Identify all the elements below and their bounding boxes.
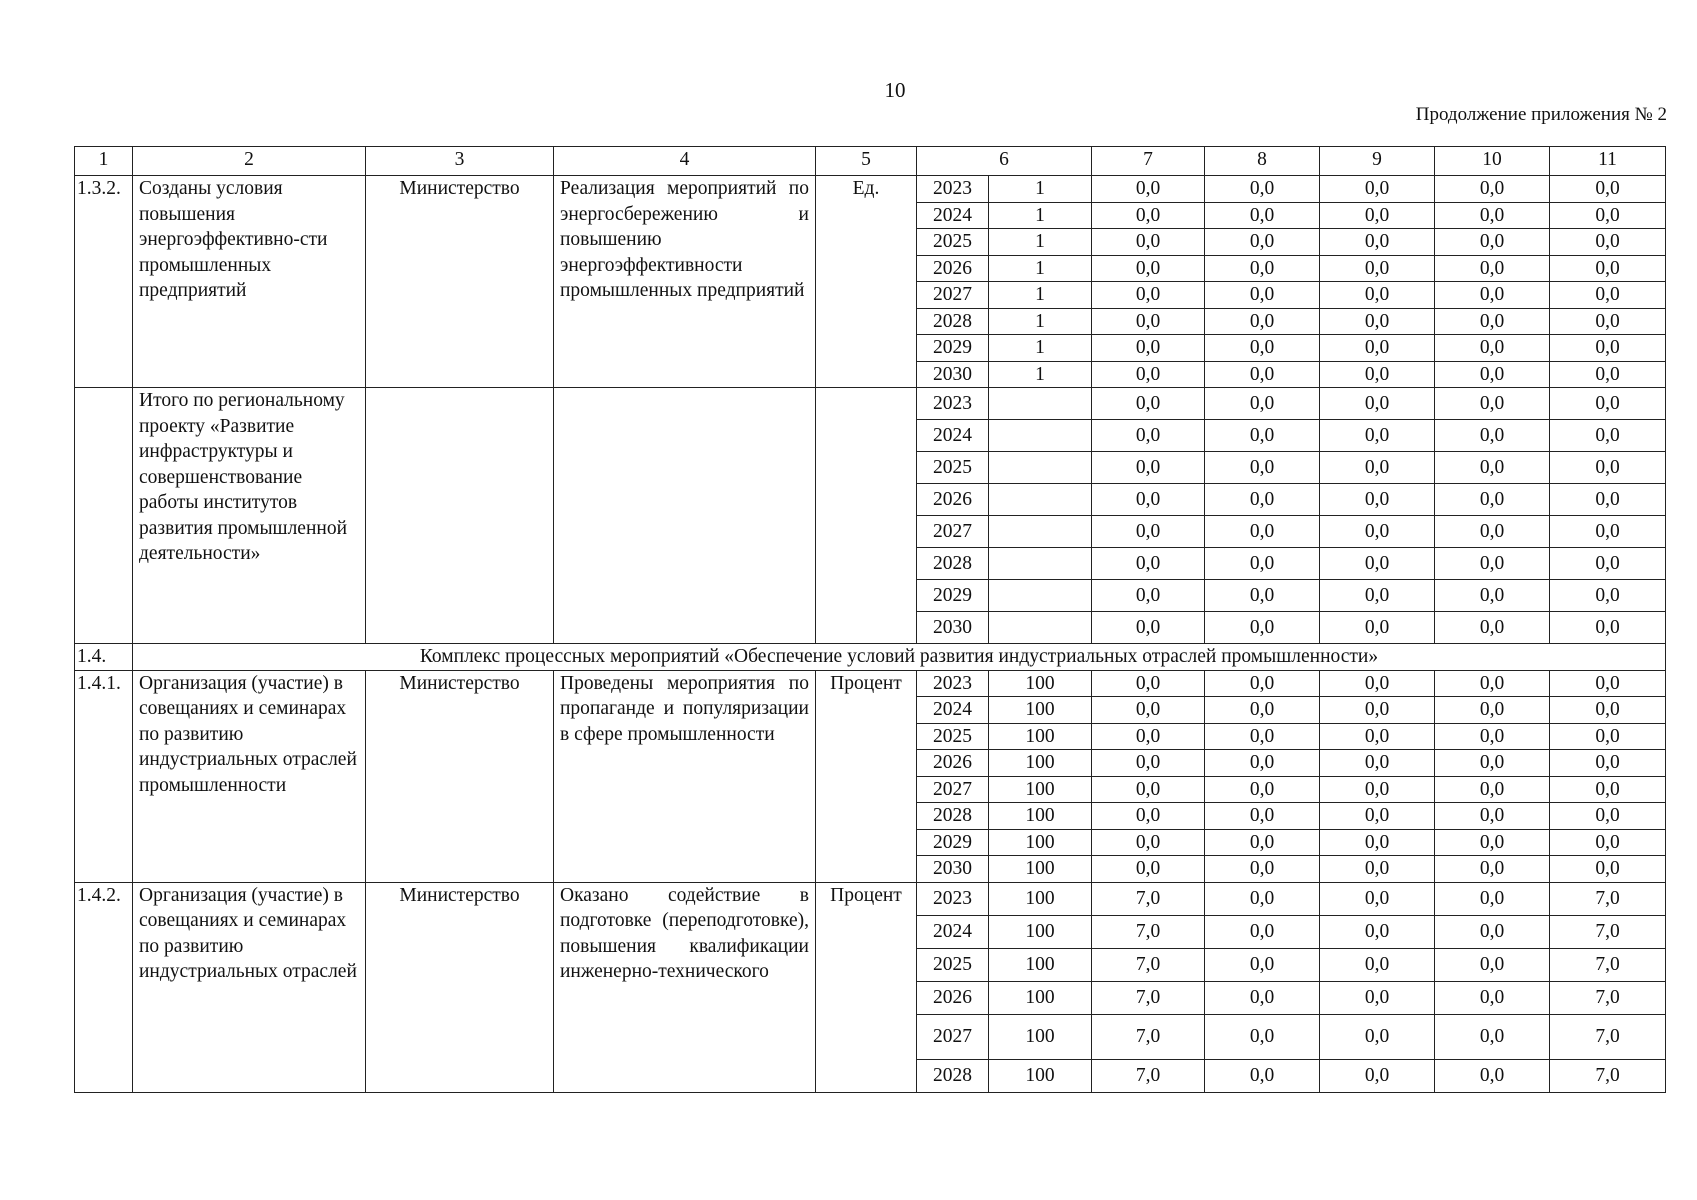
col10-cell: 0,0 [1435,308,1550,335]
value-cell: 100 [989,829,1092,856]
section-row [75,644,1666,671]
value-cell: 1 [989,202,1092,229]
value-cell [989,612,1092,644]
value-cell: 1 [989,282,1092,309]
header-cell: 8 [1205,147,1320,176]
header-cell: 10 [1435,147,1550,176]
col7-cell: 0,0 [1092,856,1205,883]
col9-cell: 0,0 [1320,948,1435,981]
col11-cell: 0,0 [1550,308,1666,335]
col7-cell: 7,0 [1092,1059,1205,1092]
value-cell: 100 [989,856,1092,883]
value-cell: 100 [989,1059,1092,1092]
responsible-cell [366,388,554,644]
col9-cell: 0,0 [1320,697,1435,724]
col11-cell: 0,0 [1550,420,1666,452]
year-cell: 2028 [917,1059,989,1092]
header-cell: 11 [1550,147,1666,176]
col10-cell: 0,0 [1435,176,1550,203]
col11-cell: 0,0 [1550,202,1666,229]
col8-cell: 0,0 [1205,1059,1320,1092]
col11-cell: 0,0 [1550,670,1666,697]
col7-cell: 0,0 [1092,420,1205,452]
col8-cell: 0,0 [1205,1014,1320,1059]
col11-cell: 0,0 [1550,856,1666,883]
header-cell: 9 [1320,147,1435,176]
col9-cell: 0,0 [1320,580,1435,612]
year-cell: 2024 [917,915,989,948]
col9-cell: 0,0 [1320,388,1435,420]
year-cell: 2030 [917,856,989,883]
col11-cell: 0,0 [1550,361,1666,388]
col10-cell: 0,0 [1435,856,1550,883]
col10-cell: 0,0 [1435,915,1550,948]
col10-cell: 0,0 [1435,948,1550,981]
value-cell [989,452,1092,484]
col9-cell: 0,0 [1320,750,1435,777]
col9-cell: 0,0 [1320,856,1435,883]
value-cell: 100 [989,723,1092,750]
year-cell: 2024 [917,697,989,724]
year-cell: 2026 [917,484,989,516]
col8-cell: 0,0 [1205,750,1320,777]
col11-cell: 0,0 [1550,697,1666,724]
col7-cell: 0,0 [1092,282,1205,309]
col11-cell: 0,0 [1550,176,1666,203]
col7-cell: 0,0 [1092,308,1205,335]
col8-cell: 0,0 [1205,915,1320,948]
year-cell: 2023 [917,176,989,203]
activity-name: Созданы условия повышения энергоэффективно-сти промышленных предприятий [133,176,366,388]
col9-cell: 0,0 [1320,229,1435,256]
col9-cell: 0,0 [1320,803,1435,830]
plan-table [74,146,1666,1093]
page-number: 10 [884,78,906,102]
table-row [75,176,1666,203]
col11-cell: 0,0 [1550,723,1666,750]
col8-cell: 0,0 [1205,229,1320,256]
col8-cell: 0,0 [1205,670,1320,697]
value-cell: 100 [989,882,1092,915]
col10-cell: 0,0 [1435,776,1550,803]
value-cell [989,516,1092,548]
col10-cell: 0,0 [1435,548,1550,580]
col11-cell: 0,0 [1550,612,1666,644]
col9-cell: 0,0 [1320,335,1435,362]
col7-cell: 0,0 [1092,452,1205,484]
row-index: 1.4. [75,644,133,671]
col10-cell: 0,0 [1435,335,1550,362]
col9-cell: 0,0 [1320,829,1435,856]
col10-cell: 0,0 [1435,829,1550,856]
activity-name: Итого по региональному проекту «Развитие инфраструктуры и совершенствование работы институтов развития промышленной деятельности» [133,388,366,644]
value-cell: 100 [989,750,1092,777]
col7-cell: 0,0 [1092,361,1205,388]
col8-cell: 0,0 [1205,697,1320,724]
col9-cell: 0,0 [1320,723,1435,750]
col10-cell: 0,0 [1435,697,1550,724]
header-cell: 7 [1092,147,1205,176]
unit-cell: Процент [816,882,917,1092]
col7-cell: 7,0 [1092,915,1205,948]
year-cell: 2024 [917,420,989,452]
year-cell: 2026 [917,255,989,282]
value-cell: 1 [989,229,1092,256]
col7-cell: 7,0 [1092,882,1205,915]
col11-cell: 7,0 [1550,981,1666,1014]
col8-cell: 0,0 [1205,202,1320,229]
col8-cell: 0,0 [1205,803,1320,830]
row-index: 1.3.2. [75,176,133,388]
year-cell: 2028 [917,803,989,830]
col10-cell: 0,0 [1435,882,1550,915]
col8-cell: 0,0 [1205,856,1320,883]
appendix-label: Продолжение приложения № 2 [1415,104,1667,125]
value-cell: 1 [989,335,1092,362]
row-index: 1.4.2. [75,882,133,1092]
col9-cell: 0,0 [1320,420,1435,452]
col9-cell: 0,0 [1320,882,1435,915]
value-cell: 100 [989,776,1092,803]
col11-cell: 7,0 [1550,1059,1666,1092]
col11-cell: 0,0 [1550,255,1666,282]
col10-cell: 0,0 [1435,1014,1550,1059]
value-cell: 100 [989,803,1092,830]
col9-cell: 0,0 [1320,915,1435,948]
col10-cell: 0,0 [1435,750,1550,777]
col7-cell: 7,0 [1092,981,1205,1014]
col7-cell: 0,0 [1092,516,1205,548]
result-cell: Оказано содействие в подготовке (переподготовке), повышения квалификации инженерно-технического [554,882,816,1092]
col9-cell: 0,0 [1320,776,1435,803]
value-cell: 100 [989,981,1092,1014]
row-index: 1.4.1. [75,670,133,882]
value-cell: 100 [989,1014,1092,1059]
col11-cell: 0,0 [1550,388,1666,420]
col7-cell: 0,0 [1092,255,1205,282]
header-row [75,147,1666,176]
year-cell: 2030 [917,612,989,644]
col9-cell: 0,0 [1320,255,1435,282]
year-cell: 2029 [917,580,989,612]
col10-cell: 0,0 [1435,516,1550,548]
col10-cell: 0,0 [1435,282,1550,309]
header-cell: 3 [366,147,554,176]
col11-cell: 0,0 [1550,516,1666,548]
col11-cell: 0,0 [1550,452,1666,484]
year-cell: 2025 [917,948,989,981]
responsible-cell: Министерство [366,176,554,388]
col10-cell: 0,0 [1435,202,1550,229]
col10-cell: 0,0 [1435,803,1550,830]
col8-cell: 0,0 [1205,580,1320,612]
year-cell: 2027 [917,282,989,309]
col8-cell: 0,0 [1205,723,1320,750]
col11-cell: 7,0 [1550,882,1666,915]
col8-cell: 0,0 [1205,176,1320,203]
col8-cell: 0,0 [1205,981,1320,1014]
value-cell [989,580,1092,612]
col8-cell: 0,0 [1205,612,1320,644]
col8-cell: 0,0 [1205,308,1320,335]
col7-cell: 0,0 [1092,750,1205,777]
value-cell: 1 [989,308,1092,335]
col8-cell: 0,0 [1205,882,1320,915]
year-cell: 2027 [917,516,989,548]
year-cell: 2028 [917,548,989,580]
col9-cell: 0,0 [1320,548,1435,580]
col7-cell: 7,0 [1092,1014,1205,1059]
col7-cell: 7,0 [1092,948,1205,981]
value-cell: 1 [989,255,1092,282]
year-cell: 2027 [917,776,989,803]
col8-cell: 0,0 [1205,776,1320,803]
year-cell: 2029 [917,829,989,856]
col8-cell: 0,0 [1205,452,1320,484]
col11-cell: 0,0 [1550,803,1666,830]
col8-cell: 0,0 [1205,829,1320,856]
section-title: Комплекс процессных мероприятий «Обеспечение условий развития индустриальных отраслей промышленности» [133,644,1666,671]
col10-cell: 0,0 [1435,420,1550,452]
col9-cell: 0,0 [1320,981,1435,1014]
col8-cell: 0,0 [1205,388,1320,420]
table-row [75,670,1666,697]
col7-cell: 0,0 [1092,335,1205,362]
col7-cell: 0,0 [1092,388,1205,420]
col11-cell: 0,0 [1550,776,1666,803]
col7-cell: 0,0 [1092,484,1205,516]
year-cell: 2028 [917,308,989,335]
col8-cell: 0,0 [1205,361,1320,388]
value-cell [989,484,1092,516]
col8-cell: 0,0 [1205,420,1320,452]
col10-cell: 0,0 [1435,981,1550,1014]
col9-cell: 0,0 [1320,516,1435,548]
col11-cell: 7,0 [1550,1014,1666,1059]
year-cell: 2023 [917,388,989,420]
year-cell: 2027 [917,1014,989,1059]
col11-cell: 0,0 [1550,484,1666,516]
col8-cell: 0,0 [1205,948,1320,981]
col10-cell: 0,0 [1435,388,1550,420]
col7-cell: 0,0 [1092,580,1205,612]
col9-cell: 0,0 [1320,612,1435,644]
value-cell: 100 [989,948,1092,981]
value-cell: 100 [989,670,1092,697]
col9-cell: 0,0 [1320,308,1435,335]
col7-cell: 0,0 [1092,803,1205,830]
col10-cell: 0,0 [1435,361,1550,388]
col7-cell: 0,0 [1092,202,1205,229]
col11-cell: 7,0 [1550,948,1666,981]
col9-cell: 0,0 [1320,670,1435,697]
result-cell: Проведены мероприятия по пропаганде и популяризации в сфере промышленности [554,670,816,882]
col10-cell: 0,0 [1435,255,1550,282]
col10-cell: 0,0 [1435,723,1550,750]
col7-cell: 0,0 [1092,229,1205,256]
header-cell: 4 [554,147,816,176]
col10-cell: 0,0 [1435,670,1550,697]
col11-cell: 7,0 [1550,915,1666,948]
year-cell: 2025 [917,452,989,484]
value-cell [989,420,1092,452]
responsible-cell: Министерство [366,670,554,882]
col11-cell: 0,0 [1550,282,1666,309]
unit-cell: Процент [816,670,917,882]
row-index [75,388,133,644]
result-cell [554,388,816,644]
col9-cell: 0,0 [1320,361,1435,388]
col11-cell: 0,0 [1550,750,1666,777]
col7-cell: 0,0 [1092,776,1205,803]
col8-cell: 0,0 [1205,282,1320,309]
col7-cell: 0,0 [1092,723,1205,750]
responsible-cell: Министерство [366,882,554,1092]
col9-cell: 0,0 [1320,202,1435,229]
year-cell: 2024 [917,202,989,229]
col10-cell: 0,0 [1435,1059,1550,1092]
unit-cell [816,388,917,644]
table-row [75,388,1666,420]
value-cell: 100 [989,915,1092,948]
value-cell: 1 [989,361,1092,388]
unit-cell: Ед. [816,176,917,388]
result-cell: Реализация мероприятий по энергосбережению и повышению энергоэффективности промышленных предприятий [554,176,816,388]
value-cell [989,548,1092,580]
col9-cell: 0,0 [1320,1059,1435,1092]
col10-cell: 0,0 [1435,612,1550,644]
col9-cell: 0,0 [1320,1014,1435,1059]
col9-cell: 0,0 [1320,282,1435,309]
col10-cell: 0,0 [1435,452,1550,484]
activity-name: Организация (участие) в совещаниях и семинарах по развитию индустриальных отраслей промышленности [133,670,366,882]
value-cell: 100 [989,697,1092,724]
header-cell: 1 [75,147,133,176]
col8-cell: 0,0 [1205,484,1320,516]
col11-cell: 0,0 [1550,229,1666,256]
col10-cell: 0,0 [1435,484,1550,516]
year-cell: 2023 [917,882,989,915]
col11-cell: 0,0 [1550,548,1666,580]
col7-cell: 0,0 [1092,697,1205,724]
col9-cell: 0,0 [1320,452,1435,484]
col7-cell: 0,0 [1092,670,1205,697]
col8-cell: 0,0 [1205,335,1320,362]
col11-cell: 0,0 [1550,580,1666,612]
header-cell: 5 [816,147,917,176]
col9-cell: 0,0 [1320,176,1435,203]
year-cell: 2025 [917,723,989,750]
value-cell: 1 [989,176,1092,203]
year-cell: 2025 [917,229,989,256]
value-cell [989,388,1092,420]
col7-cell: 0,0 [1092,176,1205,203]
col11-cell: 0,0 [1550,335,1666,362]
year-cell: 2023 [917,670,989,697]
activity-name: Организация (участие) в совещаниях и семинарах по развитию индустриальных отраслей [133,882,366,1092]
col8-cell: 0,0 [1205,255,1320,282]
col11-cell: 0,0 [1550,829,1666,856]
col8-cell: 0,0 [1205,516,1320,548]
year-cell: 2030 [917,361,989,388]
col10-cell: 0,0 [1435,580,1550,612]
col7-cell: 0,0 [1092,829,1205,856]
year-cell: 2026 [917,981,989,1014]
table-row [75,882,1666,915]
year-cell: 2029 [917,335,989,362]
col7-cell: 0,0 [1092,548,1205,580]
year-cell: 2026 [917,750,989,777]
col9-cell: 0,0 [1320,484,1435,516]
col8-cell: 0,0 [1205,548,1320,580]
header-cell: 2 [133,147,366,176]
col10-cell: 0,0 [1435,229,1550,256]
header-cell: 6 [917,147,1092,176]
col7-cell: 0,0 [1092,612,1205,644]
